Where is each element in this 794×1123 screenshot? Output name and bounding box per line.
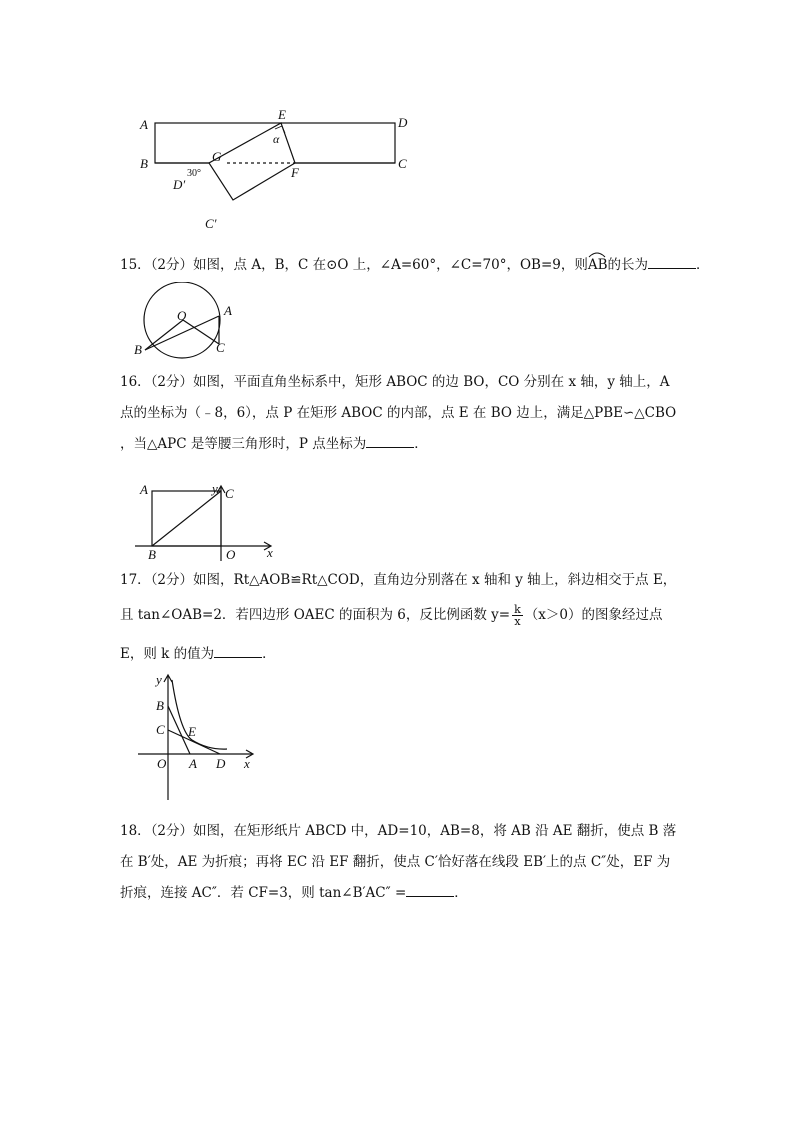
question-text: 如图，Rt△AOB≌Rt△COD，直角边分别落在 x 轴和 y 轴上，斜边相交于点 E， <box>193 572 677 588</box>
question-number: 15． <box>120 257 151 273</box>
question-text: 如图，点 A，B，C 在⊙O 上，∠A=60°，∠C=70°，OB=9，则 <box>193 257 588 273</box>
label-G: G <box>212 149 222 164</box>
fraction-k-over-x: $\frac{k}{x}$ <box>514 603 521 628</box>
label-C-prime: C′ <box>205 216 217 231</box>
label-C: C <box>398 156 407 171</box>
answer-blank[interactable] <box>214 645 262 658</box>
question-score: （2分） <box>150 572 194 588</box>
question-number: 18． <box>120 823 151 839</box>
figure-rectangle-axes <box>130 483 285 563</box>
label-alpha: α <box>273 132 280 146</box>
label-C: C <box>156 722 165 737</box>
answer-blank[interactable] <box>648 256 696 269</box>
label-B: B <box>140 156 148 171</box>
label-D: D <box>398 115 408 130</box>
label-O: O <box>226 547 236 562</box>
label-E: E <box>278 107 286 122</box>
label-B: B <box>134 342 142 357</box>
answer-blank[interactable] <box>366 435 414 448</box>
label-A: A <box>140 483 148 497</box>
label-B: B <box>156 698 164 713</box>
question-score: （2分） <box>150 374 194 390</box>
label-D-prime: D′ <box>173 177 186 192</box>
label-O: O <box>177 308 187 323</box>
label-C: C <box>216 340 225 355</box>
question-15: 15．（2分）如图，点 A，B，C 在⊙O 上，∠A=60°，∠C=70°，OB=9，则 AB的长为 ． <box>120 256 690 274</box>
question-17-line-2: 且 tan∠OAB=2．若四边形 OAEC 的面积为 6，反比例函数 y= $\frac{k}{x}$ （x＞0）的图象经过点 <box>120 603 663 628</box>
question-16-line-2: 点的坐标为（﹣8，6），点 P 在矩形 ABOC 的内部，点 E 在 BO 边上，满足△PBE∽△CBO <box>120 405 677 421</box>
label-A: A <box>224 303 232 318</box>
question-text: 如图，在矩形纸片 ABCD 中，AD=10，AB=8，将 AB 沿 AE 翻折，使点 B 落 <box>193 823 677 839</box>
label-A: A <box>189 756 197 771</box>
answer-blank[interactable] <box>406 884 454 897</box>
figure-hyperbola <box>130 670 260 805</box>
question-text-b: 的长为 <box>607 257 649 273</box>
question-text: 如图，平面直角坐标系中，矩形 ABOC 的边 BO，CO 分别在 x 轴，y 轴上，A <box>193 374 670 390</box>
figure-folded-strip <box>130 100 430 235</box>
question-16-line-1 <box>120 373 690 391</box>
label-E: E <box>188 724 196 739</box>
question-18-line-1 <box>120 822 690 840</box>
label-y: y <box>156 672 162 687</box>
question-score: （2分） <box>150 823 194 839</box>
label-C: C <box>225 486 234 501</box>
arc-ab: AB <box>588 256 608 274</box>
question-score: （2分） <box>150 257 194 273</box>
label-F: F <box>291 165 299 180</box>
label-y: y <box>212 483 218 496</box>
question-17-line-1 <box>120 571 690 589</box>
label-D: D <box>216 756 226 771</box>
figure-circle <box>130 282 245 360</box>
question-number: 16． <box>120 374 151 390</box>
question-17-line-3: E，则 k 的值为 ． <box>120 646 276 662</box>
label-x: x <box>244 756 250 771</box>
label-B: B <box>148 547 156 562</box>
question-18-line-3: 折痕，连接 AC″．若 CF=3，则 tan∠B′AC″ = ． <box>120 885 468 901</box>
label-O: O <box>157 756 167 771</box>
label-A: A <box>140 117 148 132</box>
label-30-degrees: 30° <box>187 168 201 179</box>
question-number: 17． <box>120 572 151 588</box>
label-x: x <box>267 545 273 560</box>
question-16-line-3: ，当△APC 是等腰三角形时，P 点坐标为 ． <box>120 436 428 452</box>
question-18-line-2: 在 B′处，AE 为折痕；再将 EC 沿 EF 翻折，使点 C′恰好落在线段 EB′上的点 C″处，EF 为 <box>120 854 671 870</box>
